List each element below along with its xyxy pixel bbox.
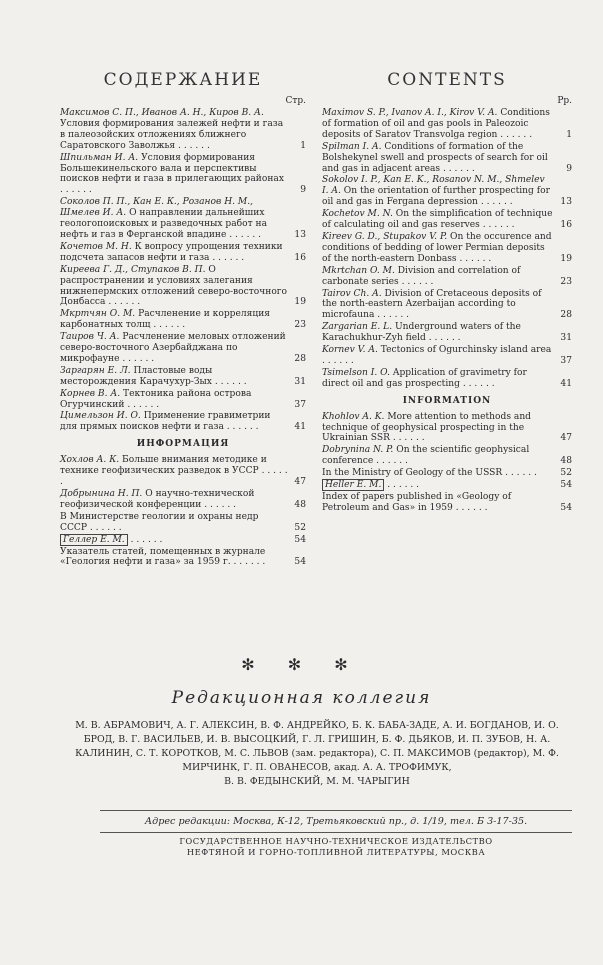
toc-entry-text [322, 480, 554, 491]
toc-entry [322, 322, 572, 344]
leader-dots: . . . . . . [459, 378, 495, 389]
toc-entry [322, 289, 572, 322]
toc-title: Тектоника района острова Огурчинский [60, 388, 252, 410]
toc-author: Tairov Ch. A. [322, 288, 382, 299]
toc-author: Khohlov A. K. [322, 411, 385, 422]
toc-entry-text [60, 309, 288, 331]
toc-author: Kornev V. A. [322, 345, 378, 356]
toc-title: Расчленение меловых отложений северо-восточного Азербайджана по микрофауне [60, 332, 286, 364]
leader-dots: . . . . . . [398, 276, 434, 287]
toc-page-number: 52 [294, 522, 306, 533]
leader-dots: . . . . . . [209, 252, 245, 263]
toc-entry-text [60, 547, 288, 569]
info-list-ru [60, 455, 306, 568]
toc-page-number: 41 [560, 378, 572, 389]
toc-entry [322, 232, 572, 265]
toc-title: Условия формирования Большекинельского вала и перспективы поисков нефти и газа в прилегающих районах [60, 152, 284, 185]
toc-entry-text [322, 345, 554, 367]
toc-entry [322, 492, 572, 514]
toc-entry [60, 411, 306, 433]
toc-page-number: 31 [560, 333, 572, 344]
toc-author: Кочетов М. Н. [60, 241, 132, 252]
toc-author: Мкртчян О. М. [60, 309, 136, 320]
toc-title: On the occurence and conditions of bedding of lower Permian deposits of the north-eastern Donbass [322, 231, 552, 264]
toc-title: О научно-технической геофизической конференции [60, 489, 255, 510]
toc-page-number: 19 [294, 297, 306, 308]
toc-entry-text [322, 289, 554, 322]
toc-author: Добрынина Н. П. [60, 489, 143, 499]
toc-title: О распространении и условиях залегания нижнепермских отложений северо-восточного Донбасса [60, 264, 288, 308]
toc-entry [322, 108, 572, 141]
leader-dots: . . . . . . [201, 499, 237, 510]
page-column-header-en: Pp. [557, 96, 572, 106]
page-column-header-ru: Стр. [285, 96, 306, 106]
toc-author: Mkrtchan O. M. [322, 265, 395, 276]
toc-entry [60, 455, 306, 488]
editorial-board-title: Редакционная коллегия [171, 688, 432, 708]
toc-author: Хохлов А. К. [60, 455, 120, 466]
toc-entry [60, 489, 306, 511]
leader-dots: . . . . . . [497, 129, 533, 140]
toc-title: On the orientation of further prospecting for oil and gas in Fergana depression [322, 186, 550, 208]
toc-page-number: 13 [294, 229, 306, 240]
leader-dots: . . . . . . [150, 320, 186, 331]
toc-author: Таиров Ч. А. [60, 332, 120, 343]
toc-entry-text [322, 468, 554, 479]
toc-title: Указатель статей, помещенных в журнале «Геология нефти и газа» за 1959 г. [60, 546, 266, 568]
toc-entry-text [60, 389, 288, 411]
divider-rule [100, 832, 572, 833]
toc-title: К вопросу упрощения техники подсчета запасов нефти и газа [60, 241, 283, 263]
toc-page-number: 37 [560, 355, 572, 366]
toc-entry [60, 332, 306, 365]
toc-entry [322, 468, 572, 479]
toc-page-number: 48 [294, 499, 306, 510]
leader-dots: . . . . . . [60, 466, 288, 488]
contents-heading-en: CONTENTS [387, 70, 507, 90]
toc-title: Division of Cretaceous deposits of the north-eastern Azerbaijan according to microfauna [322, 288, 542, 321]
leader-dots: . . . . . . [322, 355, 354, 366]
toc-entry-text [60, 265, 288, 309]
toc-page-number: 1 [300, 140, 306, 151]
publisher-line-2: НЕФТЯНОЙ И ГОРНО-ТОПЛИВНОЙ ЛИТЕРАТУРЫ, МОСКВА [186, 847, 486, 857]
toc-title: О направлении дальнейших геологопоисковых и разведочных работ на нефть и газ в Ферганской впадине [60, 208, 267, 240]
toc-author: Tsimelson I. O. [322, 367, 390, 378]
toc-title: Index of papers published in «Geology of Petroleum and Gas» in 1959 [322, 492, 512, 513]
contents-heading-ru: СОДЕРЖАНИЕ [103, 70, 263, 90]
toc-entry-text [322, 266, 554, 288]
toc-page-number: 52 [560, 468, 572, 479]
toc-entry-text [60, 512, 288, 534]
leader-dots: . . . . . . [105, 297, 141, 308]
publisher-line-1: ГОСУДАРСТВЕННОЕ НАУЧНО-ТЕХНИЧЕСКОЕ ИЗДАТЕЛЬСТВО [179, 836, 493, 846]
toc-page-number: 54 [294, 534, 306, 545]
toc-entry [322, 412, 572, 445]
toc-page-number: 37 [294, 399, 306, 410]
toc-entry-text [60, 455, 288, 488]
toc-title: Application of gravimetry for direct oil and gas prospecting [322, 367, 527, 389]
toc-entry-text [322, 412, 554, 445]
toc-title: Conditions of formation of the Bolshekynel swell and prospects of search for oil and gas in adjacent areas [322, 141, 548, 174]
information-heading-ru: ИНФОРМАЦИЯ [136, 439, 230, 450]
toc-page-number: 48 [560, 456, 572, 467]
toc-entry [60, 366, 306, 388]
toc-page-number: 16 [560, 220, 572, 231]
toc-title: Division and correlation of carbonate series [322, 265, 521, 287]
toc-entry-text [322, 142, 554, 175]
toc-entry-text [60, 242, 288, 264]
members-line-2: В. В. ФЕДЫНСКИЙ, М. М. ЧАРЫГИН [224, 776, 410, 787]
leader-dots: . . . . . . [477, 197, 513, 208]
toc-entry-text [60, 535, 288, 546]
section-divider-stars: ✻ ✻ ✻ [241, 655, 362, 674]
toc-entry [60, 389, 306, 411]
toc-page-number: 9 [566, 163, 572, 174]
leader-dots: . . . . . . [60, 185, 92, 196]
editorial-address: Адрес редакции: Москва, К-12, Третьяковский пр., д. 1/19, тел. Б 3-17-35. [144, 816, 528, 827]
toc-entry-text [60, 489, 288, 511]
editorial-board-members [58, 719, 576, 789]
toc-author: Dobrynina N. P. [322, 445, 394, 456]
contents-russian [60, 70, 306, 569]
toc-page-number: 54 [560, 502, 572, 513]
leader-dots: . . . . . . [119, 353, 155, 364]
toc-author: Цимельзон И. О. [60, 411, 141, 422]
toc-title: Tectonics of Ogurchinsky island area [380, 345, 552, 356]
toc-page-number: 13 [560, 197, 572, 208]
toc-author: Spilman I. A. [322, 141, 382, 152]
toc-title: Underground waters of the Karachukhur-Zyh field [322, 322, 521, 344]
toc-entry [60, 535, 306, 546]
entry-list-ru [60, 108, 306, 433]
toc-entry-text [60, 153, 288, 197]
members-line-1: М. В. АБРАМОВИЧ, А. Г. АЛЕКСИН, В. Ф. АНДРЕЙКО, Б. К. БАБА-ЗАДЕ, А. И. БОГДАНОВ, И. О. БРОД, В. Г. ВАСИЛЬЕВ, И. В. ВЫСОЦКИЙ, Г. Л. ГРИШИН, Б. Ф. ДЬЯКОВ, И. П. ЗУБОВ, Н. А. КАЛИНИН, С. Т. КОРОТКОВ, М. С. ЛЬВОВ (зам. редактора), С. П. МАКСИМОВ (редактор), М. Ф. МИРЧИНК, Г. П. ОВАНЕСОВ, акад. А. А. ТРОФИМУК, [75, 720, 559, 773]
toc-author: Шпильман И. А. [60, 152, 139, 163]
toc-author: Kochetov M. N. [322, 209, 393, 220]
leader-dots: . . . . . . [127, 534, 163, 545]
leader-dots: . . . . . . [374, 310, 410, 321]
toc-author: Киреева Г. Д., Ступаков В. П. [60, 264, 206, 275]
leader-dots: . . . . . . [452, 502, 488, 513]
entry-list-en [322, 108, 572, 390]
leader-dots: . . . . . . [389, 433, 425, 444]
toc-author: Kireev G. D., Stupakov V. P. [322, 231, 448, 242]
toc-page-number: 23 [560, 276, 572, 287]
toc-entry-text [60, 197, 288, 241]
toc-author: Корнев В. А. [60, 388, 121, 399]
toc-page-number: 1 [566, 129, 572, 140]
toc-entry [60, 197, 306, 241]
toc-entry-text [60, 332, 288, 365]
leader-dots: . . . . . . [226, 229, 262, 240]
toc-entry [322, 345, 572, 367]
toc-author: Геллер Е. М. [60, 534, 128, 546]
toc-page-number: 54 [560, 480, 572, 491]
toc-page-number: 28 [560, 310, 572, 321]
toc-author: Максимов С. П., Иванов А. Н., Киров В. А. [60, 108, 264, 118]
toc-entry [60, 512, 306, 534]
leader-dots: . . . . . . [124, 399, 160, 410]
toc-entry-text [322, 368, 554, 390]
toc-entry-text [322, 322, 554, 344]
toc-entry [60, 242, 306, 264]
toc-title: Условия формирования залежей нефти и газа в палеозойских отложениях ближнего Саратовского Заволжья [60, 118, 284, 151]
leader-dots: . . . . . . [373, 456, 408, 467]
toc-page-number: 54 [294, 557, 306, 568]
leader-dots: . . . . . . [87, 522, 122, 533]
toc-entry [322, 175, 572, 208]
toc-entry-text [322, 108, 554, 141]
toc-entry [60, 153, 306, 197]
toc-entry-text [322, 492, 554, 514]
info-list-en [322, 412, 572, 514]
toc-title: Пластовые воды месторождения Карачухур-Зых [60, 365, 213, 387]
toc-title: Conditions of formation of oil and gas pools in Paleozoic deposits of Saratov Transvolga region [322, 108, 550, 140]
toc-entry [322, 445, 572, 467]
contents-english [322, 70, 572, 515]
toc-entry-text [322, 209, 554, 231]
toc-entry [60, 309, 306, 331]
toc-author: Maximov S. P., Ivanov A. I., Kirov V. A. [322, 108, 498, 118]
toc-entry-text [60, 366, 288, 388]
leader-dots: . . . . . . [384, 480, 420, 491]
toc-entry [322, 142, 572, 175]
toc-author: Heller E. M. [322, 479, 384, 491]
leader-dots: . . . . . . [175, 140, 210, 151]
toc-entry-text [322, 175, 554, 208]
toc-entry [322, 480, 572, 491]
toc-page-number: 19 [560, 253, 572, 264]
leader-dots: . . . . . . [456, 253, 492, 264]
toc-entry [60, 547, 306, 569]
toc-title: More attention to methods and technique of geophysical prospecting in the Ukrainian SSR [322, 411, 531, 444]
toc-author: Соколов П. П., Кан Е. К., Розанов Н. М., Шмелев И. А. [60, 197, 253, 219]
toc-entry [322, 368, 572, 390]
toc-entry [60, 108, 306, 152]
leader-dots: . . . . . . [211, 376, 247, 387]
toc-title: Больше внимания методике и технике геофизических разведок в УССР [60, 455, 267, 477]
leader-dots: . . . . . . [440, 163, 475, 174]
leader-dots: . . . . . . [479, 220, 515, 231]
toc-page-number: 23 [294, 320, 306, 331]
toc-entry [322, 266, 572, 288]
toc-title: In the Ministry of Geology of the USSR [322, 468, 503, 479]
leader-dots: . . . . . . [425, 333, 461, 344]
toc-page-number: 16 [294, 252, 306, 263]
toc-author: Sokolov I. P., Kan E. K., Rosanov N. M., Shmelev I. A. [322, 175, 545, 197]
toc-title: On the scientific geophysical conference [322, 445, 530, 467]
toc-entry-text [322, 445, 554, 467]
toc-page-number: 31 [294, 376, 306, 387]
information-heading-en: INFORMATION [402, 395, 492, 406]
leader-dots: . . . . . . [502, 468, 537, 479]
toc-page-number: 47 [294, 477, 306, 488]
toc-entry-text [60, 411, 288, 433]
toc-author: Zargarian E. L. [322, 322, 393, 333]
toc-page-number: 9 [300, 185, 306, 196]
toc-page-number: 41 [294, 422, 306, 433]
toc-title: Расчленение и корреляция карбонатных толщ [60, 309, 271, 331]
toc-entry [60, 265, 306, 309]
publisher-imprint [100, 836, 572, 858]
toc-title: Применение гравиметрии для прямых поисков нефти и газа [60, 411, 271, 433]
divider-rule [100, 810, 572, 811]
leader-dots: . . . . . . [230, 557, 266, 568]
toc-title: В Министерстве геологии и охраны недр СССР [60, 511, 259, 533]
leader-dots: . . . . . . [223, 422, 259, 433]
toc-entry-text [60, 108, 288, 152]
toc-page-number: 28 [294, 353, 306, 364]
toc-page-number: 47 [560, 433, 572, 444]
toc-entry-text [322, 232, 554, 265]
toc-title: On the simplification of technique of calculating oil and gas reserves [322, 209, 553, 231]
toc-author: Заргарян Е. Л. [60, 365, 131, 376]
toc-entry [322, 209, 572, 231]
